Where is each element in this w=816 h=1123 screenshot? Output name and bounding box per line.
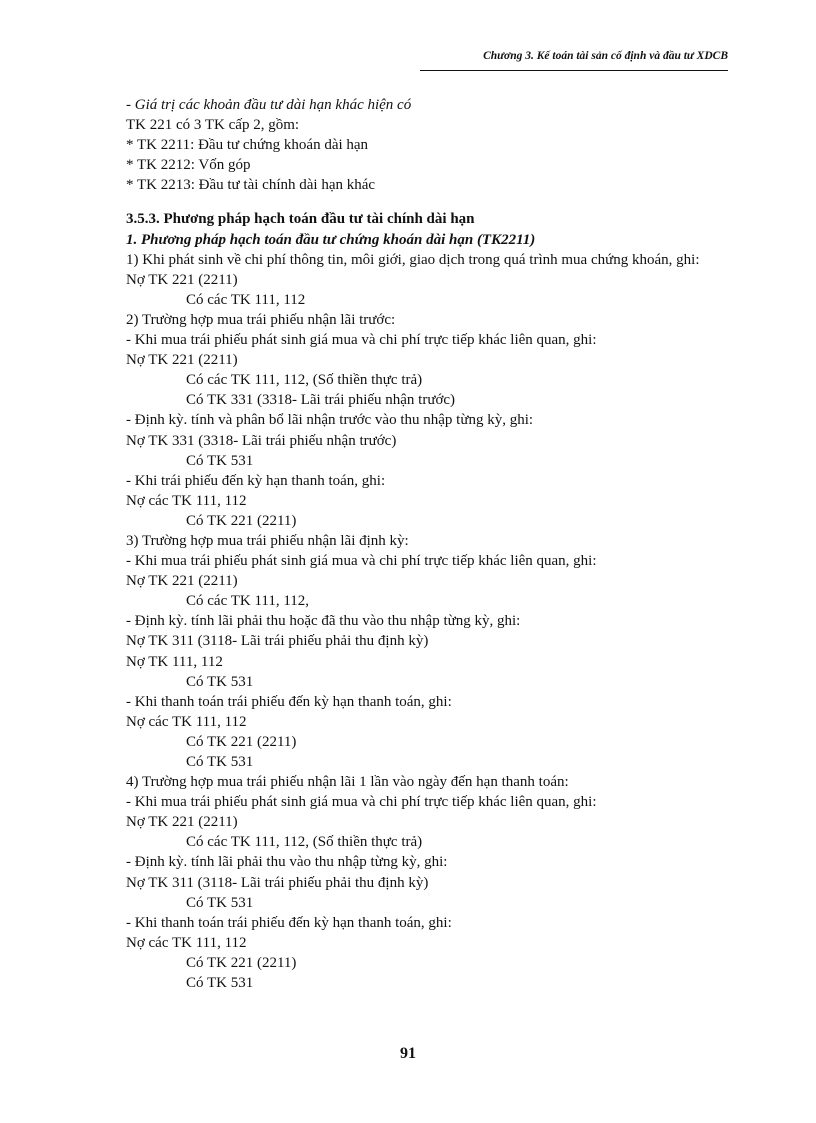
text-line: TK 221 có 3 TK cấp 2, gồm: <box>126 117 300 134</box>
text-line: Có các TK 111, 112, (Số thiền thực trả) <box>186 834 423 851</box>
text-line: Có TK 531 <box>186 452 254 469</box>
text-line: - Khi mua trái phiếu phát sinh giá mua và chi phí trực tiếp khác liên quan, ghi: <box>126 332 597 349</box>
subsection-heading: 1. Phương pháp hạch toán đầu tư chứng khoán dài hạn (TK2211) <box>126 231 536 248</box>
text-line: - Khi thanh toán trái phiếu đến kỳ hạn thanh toán, ghi: <box>126 693 452 710</box>
text-line: Có TK 221 (2211) <box>186 512 297 529</box>
text-line: Nợ TK 221 (2211) <box>126 352 238 369</box>
text-line: Có TK 221 (2211) <box>186 954 297 971</box>
text-line: - Định kỳ. tính và phân bổ lãi nhận trước vào thu nhập từng kỳ, ghi: <box>126 412 534 429</box>
text-line: 3) Trường hợp mua trái phiếu nhận lãi định kỳ: <box>126 532 409 549</box>
page-number: 91 <box>400 1045 416 1062</box>
text-line: Nợ các TK 111, 112 <box>126 492 247 509</box>
text-line: Có TK 531 <box>186 673 254 690</box>
text-line: - Khi thanh toán trái phiếu đến kỳ hạn thanh toán, ghi: <box>126 914 452 931</box>
text-line: - Định kỳ. tính lãi phải thu vào thu nhập từng kỳ, ghi: <box>126 854 448 871</box>
text-line: Nợ TK 221 (2211) <box>126 814 238 831</box>
text-line: * TK 2213: Đầu tư tài chính dài hạn khác <box>126 177 376 194</box>
text-line: 4) Trường hợp mua trái phiếu nhận lãi 1 lần vào ngày đến hạn thanh toán: <box>126 774 569 791</box>
text-line: - Giá trị các khoản đầu tư dài hạn khác hiện có <box>126 97 412 113</box>
text-line: - Khi trái phiếu đến kỳ hạn thanh toán, ghi: <box>126 472 386 489</box>
text-line: Có các TK 111, 112 <box>186 291 306 308</box>
text-line: Nợ TK 331 (3318- Lãi trái phiếu nhận trước) <box>126 432 397 449</box>
text-line: Có TK 221 (2211) <box>186 733 297 750</box>
page-body <box>86 95 728 993</box>
text-line: Có các TK 111, 112, (Số thiền thực trả) <box>186 372 423 389</box>
text-line: Có TK 531 <box>186 894 254 911</box>
text-line: Nợ TK 311 (3118- Lãi trái phiếu phải thu định kỳ) <box>126 874 429 891</box>
text-line: Nợ TK 311 (3118- Lãi trái phiếu phải thu định kỳ) <box>126 633 429 650</box>
text-line: Nợ TK 221 (2211) <box>126 271 238 288</box>
text-line: Nợ TK 221 (2211) <box>126 573 238 590</box>
text-line: - Khi mua trái phiếu phát sinh giá mua và chi phí trực tiếp khác liên quan, ghi: <box>126 553 597 570</box>
text-line: Có TK 531 <box>186 975 254 992</box>
text-line: Nợ các TK 111, 112 <box>126 713 247 730</box>
text-line: - Định kỳ. tính lãi phải thu hoặc đã thu vào thu nhập từng kỳ, ghi: <box>126 613 521 630</box>
header-rule <box>420 70 728 71</box>
paragraph: 1) Khi phát sinh về chi phí thông tin, môi giới, giao dịch trong quá trình mua chứng khoán, ghi: <box>126 251 700 268</box>
text-line: Nợ các TK 111, 112 <box>126 934 247 951</box>
text-line: - Khi mua trái phiếu phát sinh giá mua và chi phí trực tiếp khác liên quan, ghi: <box>126 794 597 811</box>
text-line: Có TK 531 <box>186 754 254 770</box>
running-header: Chương 3. Kế toán tài sản cố định và đầu tư XDCB <box>483 50 728 62</box>
text-line: 2) Trường hợp mua trái phiếu nhận lãi trước: <box>126 311 396 328</box>
text-line: Có các TK 111, 112, <box>186 593 310 610</box>
spacer <box>86 195 728 209</box>
text-line: * TK 2211: Đầu tư chứng khoán dài hạn <box>126 137 369 154</box>
text-line: Có TK 331 (3318- Lãi trái phiếu nhận trước) <box>186 392 456 409</box>
text-line: Nợ TK 111, 112 <box>126 653 223 670</box>
section-heading: 3.5.3. Phương pháp hạch toán đầu tư tài chính dài hạn <box>126 211 475 228</box>
text-line: * TK 2212: Vốn góp <box>126 157 251 174</box>
